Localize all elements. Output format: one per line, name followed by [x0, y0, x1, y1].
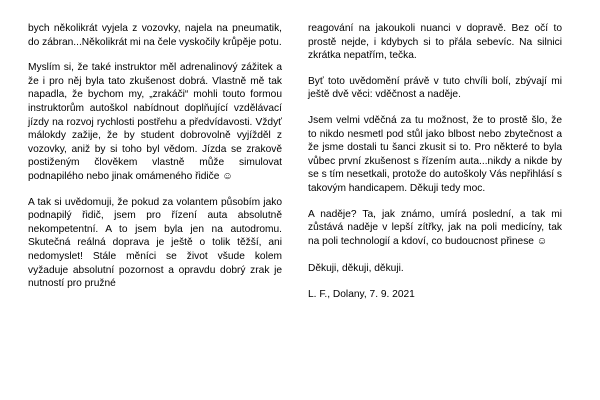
left-column	[28, 22, 282, 390]
paragraph: Byť toto uvědomění právě v tuto chvíli bolí, zbývají mi ještě dvě věci: vděčnost a naděje.	[308, 75, 562, 101]
signature-line: L. F., Dolany, 7. 9. 2021	[308, 288, 415, 300]
paragraph: Myslím si, že také instruktor měl adrenalinový zážitek a že i pro něj byla tato zkušenost dobrá. Vlastně mě tak napadla, že bychom my, „zrakáči“ mohli touto formou instruktorům autoškol nabídnout doplňující vzdělávací jízdy na rozvoj rychlosti postřehu a předvídavosti. Vždyť málokdy zažije, že by student dobrovolně vyjížděl z vozovky, aniž by si toho byl vědom. Jízda se zrakově postiženým člověkem vlastně může simulovat podnapilého nebo jinak omámeného řidiče ☺	[28, 62, 282, 182]
paragraph: A naděje? Ta, jak známo, umírá poslední, a tak mi zůstává naděje v lepší zítřky, jak na poli medicíny, tak na poli technologií a kdoví, co budoucnost přinese ☺	[308, 208, 562, 247]
closing-thanks: Děkuji, děkuji, děkuji.	[308, 263, 404, 275]
paragraph: Jsem velmi vděčná za tu možnost, že to prostě šlo, že to nikdo nesmetl pod stůl jako blbost nebo zbytečnost a že jsme dostali tu šanci zkusit si to. Pro některé to byla vůbec první zkušenost s řízením auta...nikdy a nikde by se s tím nesetkali, protože do autoškoly Vás nepřihlásí s takovým handicapem. Děkuji tedy moc.	[308, 114, 562, 194]
paragraph: reagování na jakoukoli nuanci v dopravě. Bez očí to prostě nejde, i kdybych si to přála sebevíc. Na silnici zkrátka nepatřím, tečka.	[308, 23, 562, 62]
paragraph: bych několikrát vyjela z vozovky, najela na pneumatik, do zábran...Několikrát mi na čele vyskočily krůpěje potu.	[28, 23, 282, 48]
paragraph: A tak si uvědomuji, že pokud za volantem působím jako podnapilý řidič, jsem pro řízení auta absolutně nekompetentní. A to jsem byla jen na autodromu. Skutečná reálná doprava je ještě o tolik těžší, ani nedomyslet! Stále měníci se život všude kolem vyžaduje absolutní pozornost a opravdu dobrý zrak je nutností pro pružné	[28, 196, 282, 290]
right-column	[308, 22, 562, 390]
